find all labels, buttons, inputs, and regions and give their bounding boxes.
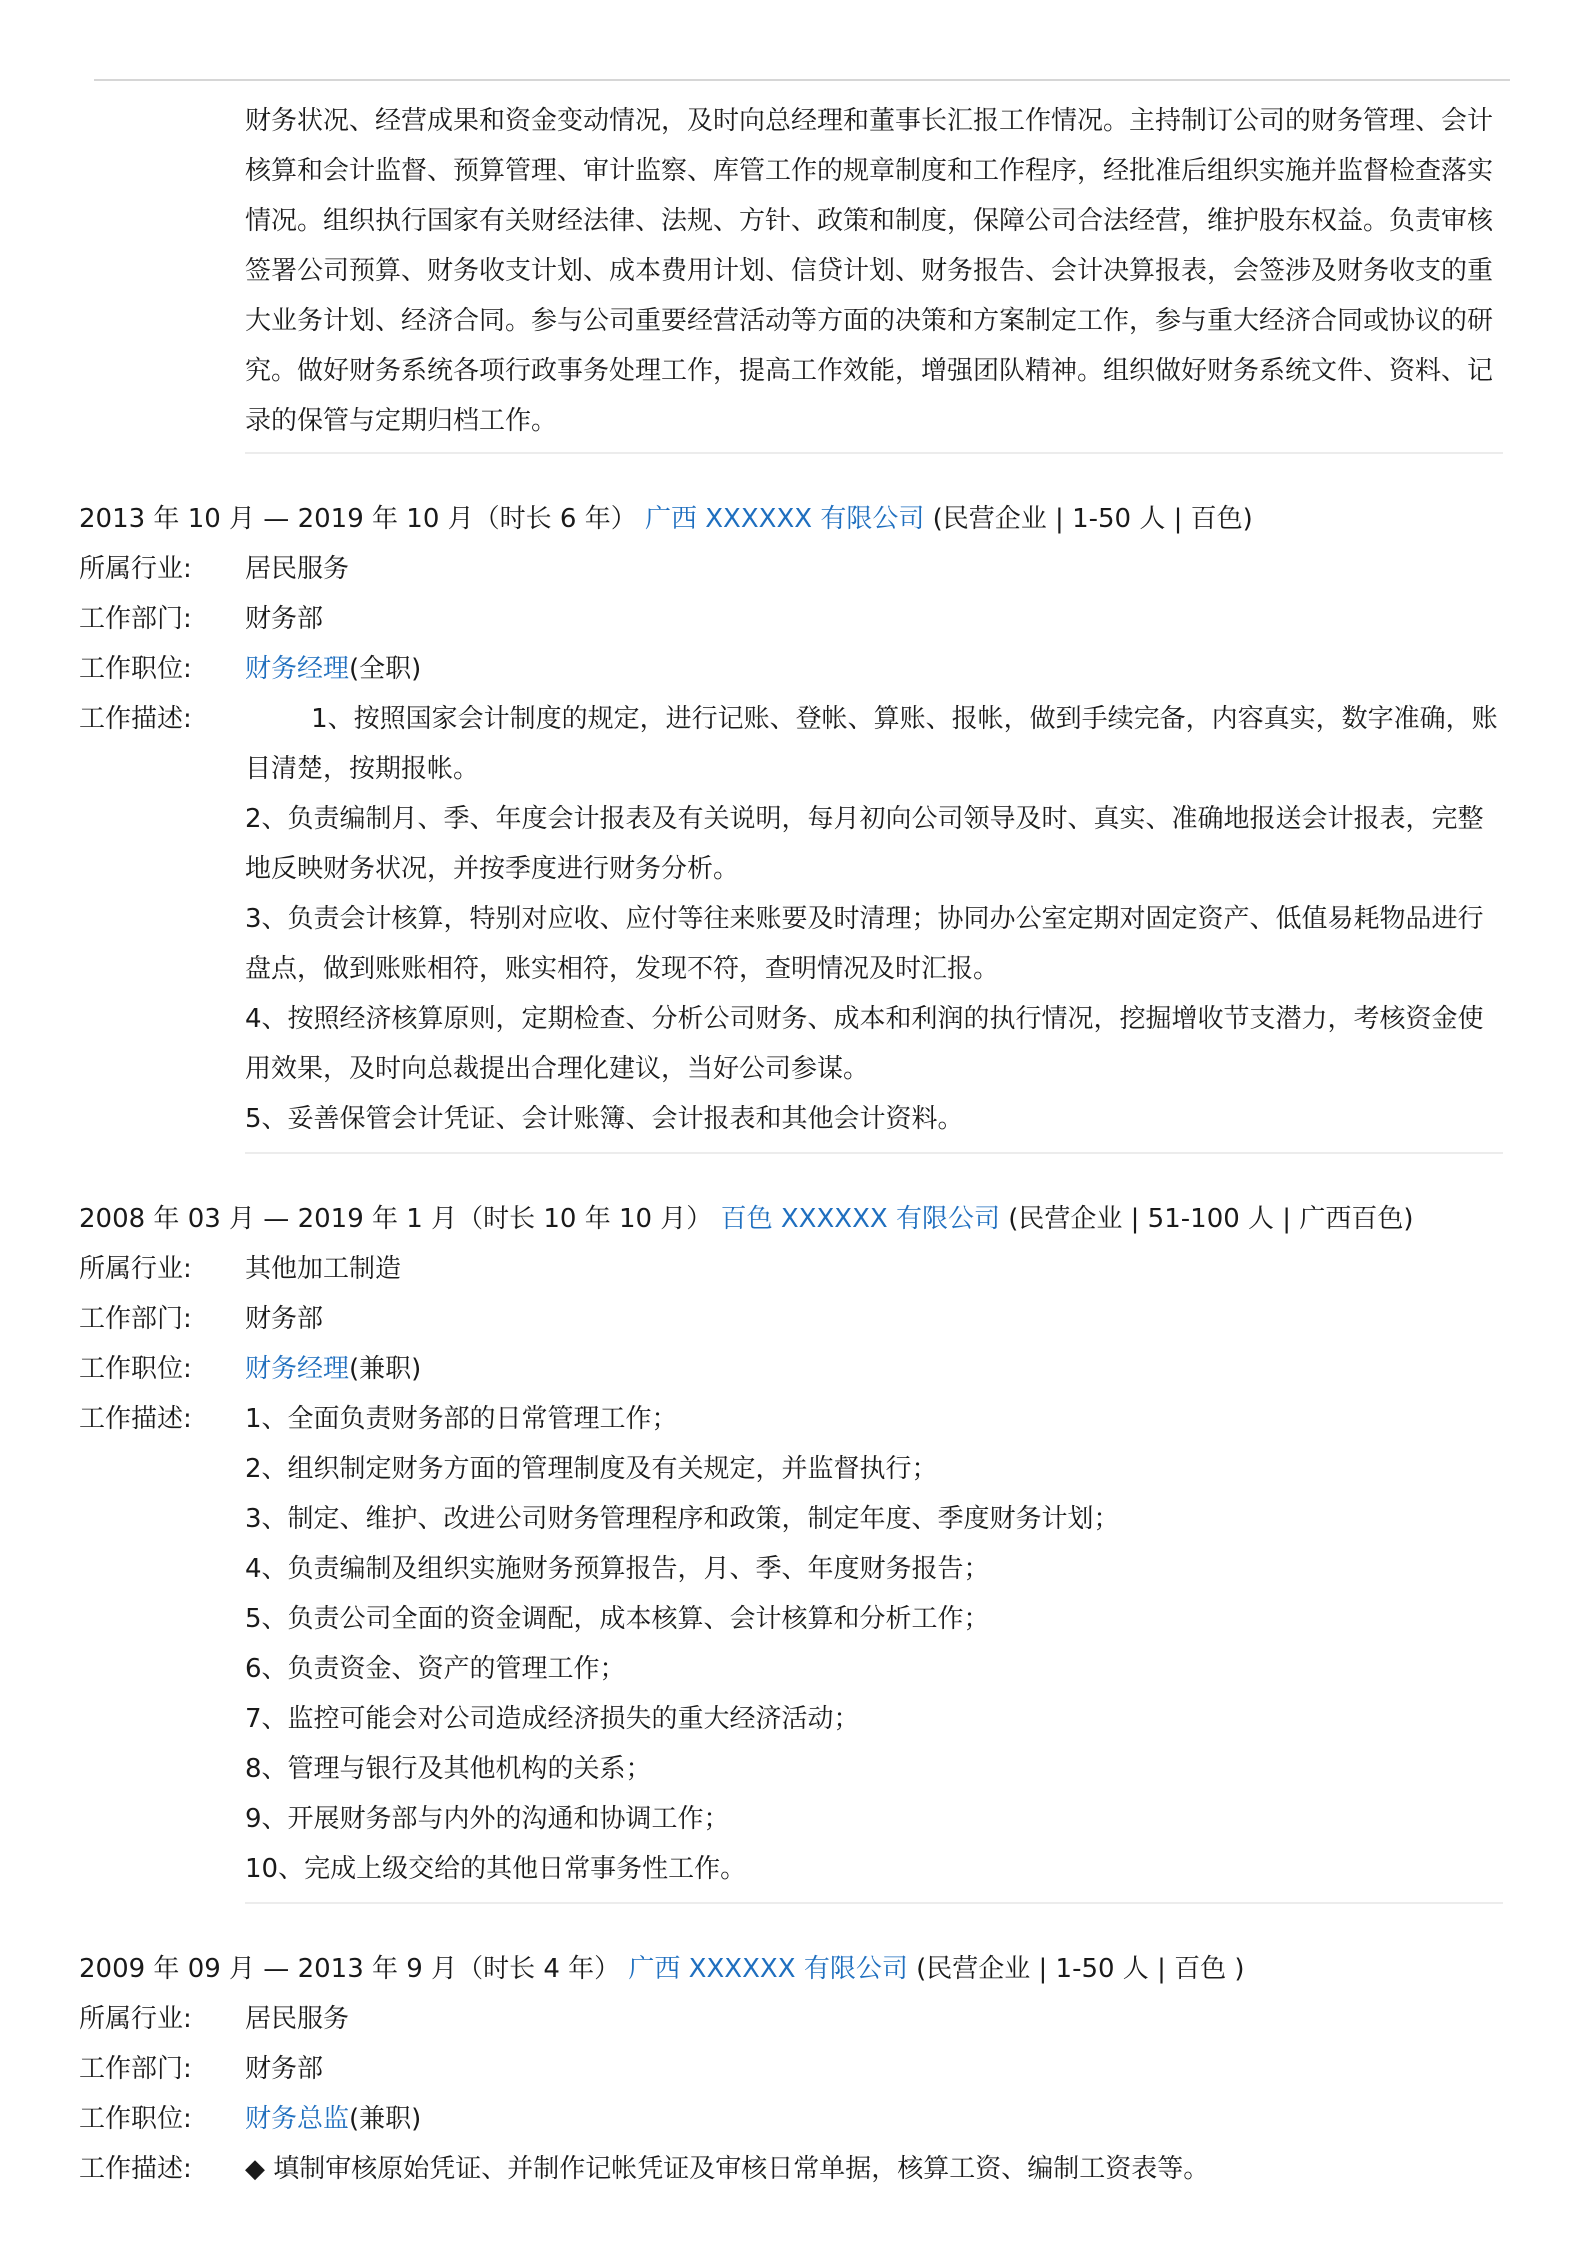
position-value: [245, 2094, 1503, 2144]
department-label: 工作部门:: [79, 1304, 192, 1334]
industry-value: 居民服务: [245, 2004, 350, 2034]
industry-row: [79, 1994, 1503, 2044]
department-label: 工作部门:: [79, 604, 192, 634]
experience-entry: [79, 1944, 1503, 2194]
company-info: (民营企业 | 1-50 人 | 百色 ): [916, 1954, 1245, 1984]
entry-period: 2013 年 10 月 — 2019 年 10 月（时长 6 年）: [79, 504, 637, 534]
description-row: [79, 2144, 1503, 2194]
position-row: [79, 1344, 1503, 1394]
position-link[interactable]: 财务经理: [245, 1354, 350, 1384]
section-divider: [245, 452, 1503, 454]
description-item: 9、开展财务部与内外的沟通和协调工作；: [245, 1804, 730, 1834]
department-value: 财务部: [245, 2054, 324, 2084]
industry-value: 居民服务: [245, 554, 350, 584]
experience-entry: [79, 1194, 1503, 1904]
entry-period: 2008 年 03 月 — 2019 年 1 月（时长 10 年 10 月）: [79, 1204, 713, 1234]
position-value: [245, 644, 1503, 694]
description-item: 5、妥善保管会计凭证、会计账簿、会计报表和其他会计资料。: [245, 1104, 964, 1134]
entry-header: [79, 1194, 1503, 1244]
department-row: [79, 1294, 1503, 1344]
section-divider: [245, 1902, 1503, 1904]
description-item: 3、制定、维护、改进公司财务管理程序和政策，制定年度、季度财务计划；: [245, 1504, 1120, 1534]
description-item: 7、监控可能会对公司造成经济损失的重大经济活动；: [245, 1704, 860, 1734]
description-item: 2、负责编制月、季、年度会计报表及有关说明，每月初向公司领导及时、真实、准确地报送会计报表，完整地反映财务状况，并按季度进行财务分析。: [245, 804, 1484, 884]
intro-paragraph: 财务状况、经营成果和资金变动情况，及时向总经理和董事长汇报工作情况。主持制订公司的财务管理、会计核算和会计监督、预算管理、审计监察、库管工作的规章制度和工作程序，经批准后组织实施并监督检查落实情况。组织执行国家有关财经法律、法规、方针、政策和制度，保障公司合法经营，维护股东权益。负责审核签署公司预算、财务收支计划、成本费用计划、信贷计划、财务报告、会计决算报表，会签涉及财务收支的重大业务计划、经济合同。参与公司重要经营活动等方面的决策和方案制定工作，参与重大经济合同或协议的研究。做好财务系统各项行政事务处理工作，提高工作效能，增强团队精神。组织做好财务系统文件、资料、记录的保管与定期归档工作。: [245, 106, 1494, 436]
position-type: (全职): [349, 654, 422, 684]
description-item: 8、管理与银行及其他机构的关系；: [245, 1754, 652, 1784]
position-label: 工作职位:: [79, 1354, 192, 1384]
description-item: 6、负责资金、资产的管理工作；: [245, 1654, 626, 1684]
company-link[interactable]: 百色 XXXXXX 有限公司: [720, 1204, 1000, 1234]
position-value: [245, 1344, 1503, 1394]
section-divider: [245, 1152, 1503, 1154]
industry-label: 所属行业:: [79, 1254, 192, 1284]
description-row: [79, 1394, 1503, 1894]
department-label: 工作部门:: [79, 2054, 192, 2084]
top-divider: [94, 79, 1510, 81]
department-row: [79, 594, 1503, 644]
department-value: 财务部: [245, 1304, 324, 1334]
department-value: 财务部: [245, 604, 324, 634]
description-item: 5、负责公司全面的资金调配，成本核算、会计核算和分析工作；: [245, 1604, 990, 1634]
position-label: 工作职位:: [79, 2104, 192, 2134]
entry-period: 2009 年 09 月 — 2013 年 9 月（时长 4 年）: [79, 1954, 621, 1984]
description-item: 4、按照经济核算原则，定期检查、分析公司财务、成本和利润的执行情况，挖掘增收节支潜力，考核资金使用效果，及时向总裁提出合理化建议，当好公司参谋。: [245, 1004, 1484, 1084]
company-link[interactable]: 广西 XXXXXX 有限公司: [644, 504, 925, 534]
company-info: (民营企业 | 1-50 人 | 百色): [932, 504, 1253, 534]
description-list: [245, 2144, 1503, 2194]
description-item: 1、按照国家会计制度的规定，进行记账、登帐、算账、报帐，做到手续完备，内容真实，数字准确，账目清楚，按期报帐。: [245, 704, 1498, 784]
position-row: [79, 644, 1503, 694]
resume-experience-section: [79, 96, 1503, 2194]
description-item: 3、负责会计核算，特别对应收、应付等往来账要及时清理；协同办公室定期对固定资产、低值易耗物品进行盘点，做到账账相符，账实相符，发现不符，查明情况及时汇报。: [245, 904, 1484, 984]
entry-header: [79, 1944, 1503, 1994]
position-link[interactable]: 财务总监: [245, 2104, 350, 2134]
company-link[interactable]: 广西 XXXXXX 有限公司: [628, 1954, 908, 1984]
industry-label: 所属行业:: [79, 554, 192, 584]
position-link[interactable]: 财务经理: [245, 654, 350, 684]
description-row: [79, 694, 1503, 1144]
entry-header: [79, 494, 1503, 544]
description-item: ◆ 填制审核原始凭证、并制作记帐凭证及审核日常单据，核算工资、编制工资表等。: [245, 2154, 1210, 2184]
description-label: 工作描述:: [79, 2154, 192, 2184]
experience-entry: [79, 494, 1503, 1154]
position-row: [79, 2094, 1503, 2144]
description-list: [245, 1394, 1503, 1894]
description-item: 1、全面负责财务部的日常管理工作；: [245, 1404, 678, 1434]
industry-row: [79, 544, 1503, 594]
description-item: 10、完成上级交给的其他日常事务性工作。: [245, 1854, 747, 1884]
position-label: 工作职位:: [79, 654, 192, 684]
position-type: (兼职): [349, 1354, 422, 1384]
description-label: 工作描述:: [79, 704, 192, 734]
industry-value: 其他加工制造: [245, 1254, 402, 1284]
description-item: 2、组织制定财务方面的管理制度及有关规定，并监督执行；: [245, 1454, 938, 1484]
description-label: 工作描述:: [79, 1404, 192, 1434]
description-item: 4、负责编制及组织实施财务预算报告，月、季、年度财务报告；: [245, 1554, 990, 1584]
position-type: (兼职): [349, 2104, 422, 2134]
industry-row: [79, 1244, 1503, 1294]
industry-label: 所属行业:: [79, 2004, 192, 2034]
description-list: [245, 694, 1503, 1144]
company-info: (民营企业 | 51-100 人 | 广西百色): [1008, 1204, 1414, 1234]
department-row: [79, 2044, 1503, 2094]
